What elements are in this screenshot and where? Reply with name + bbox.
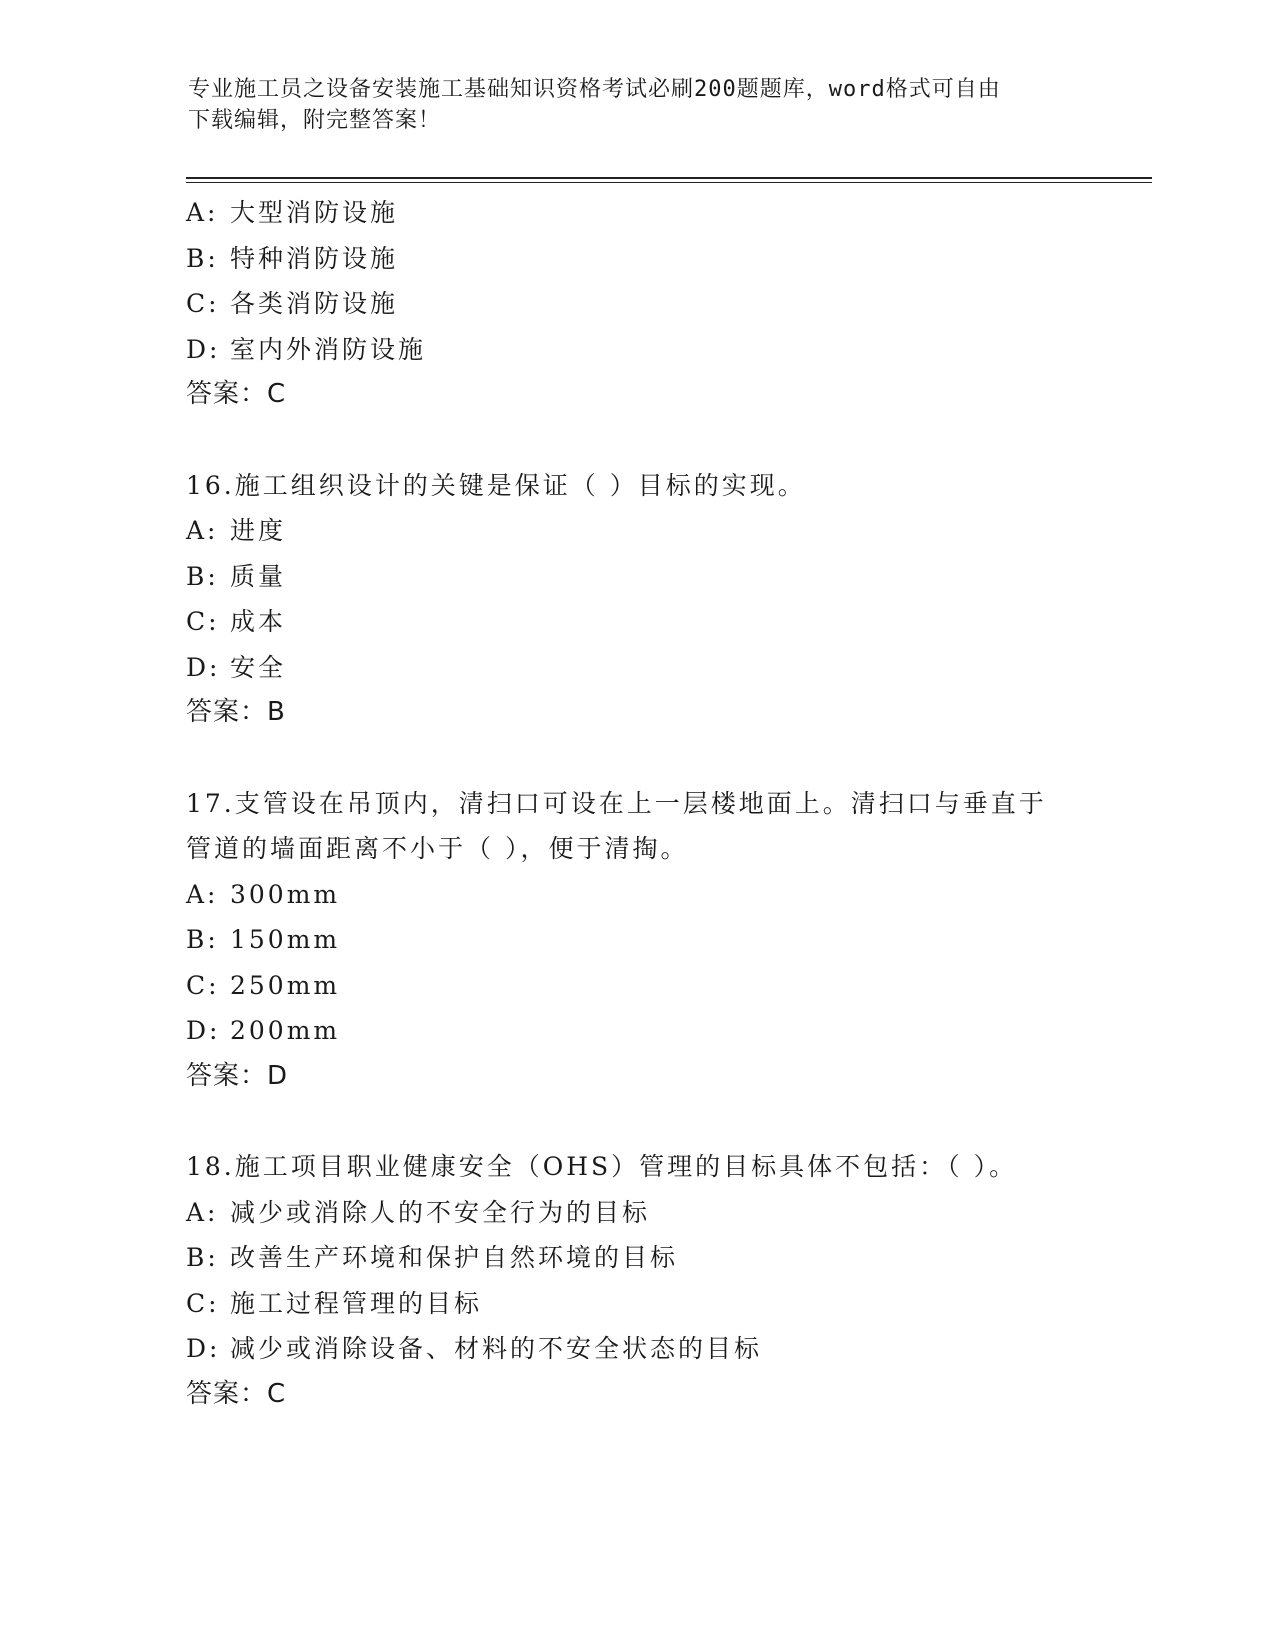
spacer bbox=[186, 418, 1086, 463]
question-text-line-1: 17.支管设在吊顶内，清扫口可设在上一层楼地面上。清扫口与垂直于 bbox=[186, 788, 1047, 818]
question-list bbox=[186, 190, 1086, 1417]
option-d: D: 减少或消除设备、材料的不安全状态的目标 bbox=[186, 1334, 763, 1363]
question-18 bbox=[186, 1144, 1086, 1417]
question-text-line-2: 管道的墙面距离不小于（ ），便于清掏。 bbox=[186, 834, 689, 863]
option-b: B: 质量 bbox=[186, 561, 287, 591]
option-b: B: 150mm bbox=[186, 925, 341, 954]
option-a: A: 300mm bbox=[186, 879, 341, 909]
question-text: 18.施工项目职业健康安全（OHS）管理的目标具体不包括：（ ）。 bbox=[186, 1152, 1018, 1181]
answer: 答案：C bbox=[186, 1378, 287, 1409]
option-d: D: 安全 bbox=[186, 652, 287, 682]
document-header bbox=[188, 74, 1068, 136]
question-17 bbox=[186, 781, 1086, 1100]
option-c: C: 成本 bbox=[186, 607, 287, 636]
option-c: C: 250mm bbox=[186, 970, 341, 1000]
option-d: D: 200mm bbox=[186, 1016, 341, 1045]
option-b: B: 改善生产环境和保护自然环境的目标 bbox=[186, 1243, 679, 1272]
option-c: C: 各类消防设施 bbox=[186, 289, 399, 318]
question-15 bbox=[186, 190, 1086, 418]
header-title-line-2: 下载编辑，附完整答案！ bbox=[188, 108, 442, 133]
answer: 答案：C bbox=[186, 379, 287, 409]
answer: 答案：B bbox=[186, 697, 286, 727]
option-a: A: 进度 bbox=[186, 516, 287, 545]
option-a: A: 减少或消除人的不安全行为的目标 bbox=[186, 1197, 651, 1227]
header-divider-thick bbox=[186, 177, 1152, 179]
header-title-line-1: 专业施工员之设备安装施工基础知识资格考试必刷200题题库，word格式可自由 bbox=[188, 77, 1001, 102]
option-c: C: 施工过程管理的目标 bbox=[186, 1288, 483, 1318]
header-divider-thin bbox=[186, 182, 1152, 183]
option-d: D: 室内外消防设施 bbox=[186, 334, 427, 364]
option-b: B: 特种消防设施 bbox=[186, 243, 399, 273]
answer: 答案：D bbox=[186, 1060, 289, 1091]
question-16 bbox=[186, 463, 1086, 736]
spacer bbox=[186, 1099, 1086, 1144]
option-a: A: 大型消防设施 bbox=[186, 198, 399, 227]
question-text: 16.施工组织设计的关键是保证（ ）目标的实现。 bbox=[186, 470, 806, 500]
spacer bbox=[186, 736, 1086, 781]
